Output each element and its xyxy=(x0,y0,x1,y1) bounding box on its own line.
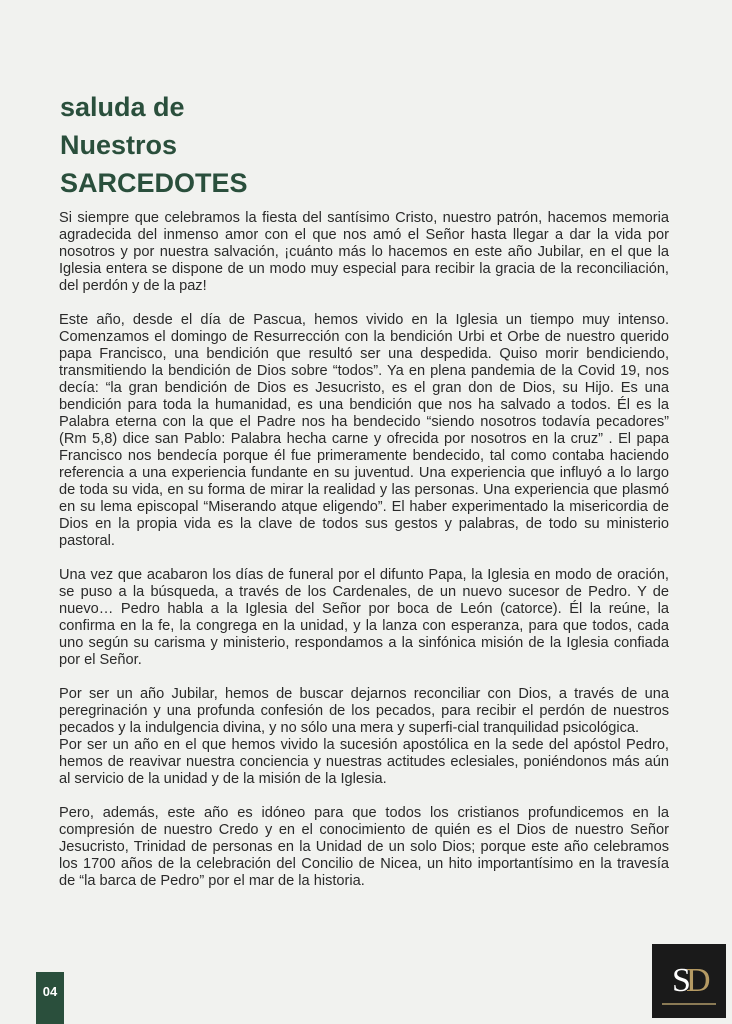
page-title xyxy=(60,88,248,202)
paragraph-4: Por ser un año Jubilar, hemos de buscar dejarnos reconciliar con Dios, a través de una peregrinación y una profunda confesión de los pecados, para recibir el perdón de nuestros pecados y la indulgencia divina, y no sólo una mera y superfi-cial tranquilidad psicológica. xyxy=(59,686,669,736)
logo-underline xyxy=(662,1003,716,1005)
title-line-2: Nuestros xyxy=(60,130,178,160)
article-body xyxy=(59,210,669,907)
paragraph-6: Pero, además, este año es idóneo para que todos los cristianos profundicemos en la compresión de nuestro Credo y en el conocimiento de quién es el Dios de nuestro Señor Jesucristo, Trinidad de personas en la Unidad de un solo Dios; porque este año celebramos los 1700 años de la celebración del Concilio de Nicea, un hito importantísimo en la travesía de “la barca de Pedro” por el mar de la historia. xyxy=(59,805,669,889)
sd-monogram-icon xyxy=(664,957,714,1001)
sd-monogram-logo xyxy=(652,944,726,1018)
title-line-1: saluda de xyxy=(60,92,185,122)
paragraph-5: Por ser un año en el que hemos vivido la sucesión apostólica en la sede del apóstol Pedro, hemos de reavivar nuestra conciencia y nuestras actitudes eclesiales, poniéndonos más aún al servicio de la unidad y de la misión de la Iglesia. xyxy=(59,737,669,787)
svg-text:D: D xyxy=(686,962,711,999)
svg-text:S: S xyxy=(672,962,691,999)
paragraph-1: Si siempre que celebramos la fiesta del santísimo Cristo, nuestro patrón, hacemos memoria agradecida del inmenso amor con el que nos amó el Señor hasta llegar a dar la vida por nosotros y por nuestra salvación, ¡cuánto más lo hacemos en este año Jubilar, en el que la Iglesia entera se dispone de un modo muy especial para recibir la gracia de la reconciliación, del perdón y de la paz! xyxy=(59,210,669,294)
paragraph-2: Este año, desde el día de Pascua, hemos vivido en la Iglesia un tiempo muy intenso. Comenzamos el domingo de Resurrección con la bendición Urbi et Orbe de nuestro querido papa Francisco, una bendición que resultó ser una despedida. Quiso morir bendiciendo, transmitiendo la bendición de Dios sobre “todos”. Ya en plena pandemia de la Covid 19, nos decía: “la gran bendición de Dios es Jesucristo, es el gran don de Dios, su Hijo. Es una bendición para toda la humanidad, es una bendición que nos ha salvado a todos. Él es la Palabra eterna con la que el Padre nos ha bendecido “siendo nosotros todavía pecadores” (Rm 5,8) dice san Pablo: Palabra hecha carne y ofrecida por nosotros en la cruz” . El papa Francisco nos bendecía porque él fue primeramente bendecido, tal como contaba haciendo referencia a una experiencia fundante en su juventud. Una experiencia que influyó a lo largo de toda su vida, en su forma de mirar la realidad y las personas. Una experiencia que plasmó en su lema episcopal “Miserando atque eligendo”. El haber experimentado la misericordia de Dios en la propia vida es la clave de todos sus gestos y palabras, de todo su ministerio pastoral. xyxy=(59,312,669,549)
title-line-3: SARCEDOTES xyxy=(60,168,248,198)
page-number: 04 xyxy=(36,972,64,1024)
paragraph-3: Una vez que acabaron los días de funeral por el difunto Papa, la Iglesia en modo de oración, se puso a la búsqueda, a través de los Cardenales, de un nuevo sucesor de Pedro. Y de nuevo… Pedro habla a la Iglesia del Señor por boca de León (catorce). Él la reúne, la confirma en la fe, la congrega en la unidad, y la lanza con esperanza, para que todos, cada uno según su carisma y ministerio, respondamos a la sinfónica misión de la Iglesia confiada por el Señor. xyxy=(59,567,669,668)
